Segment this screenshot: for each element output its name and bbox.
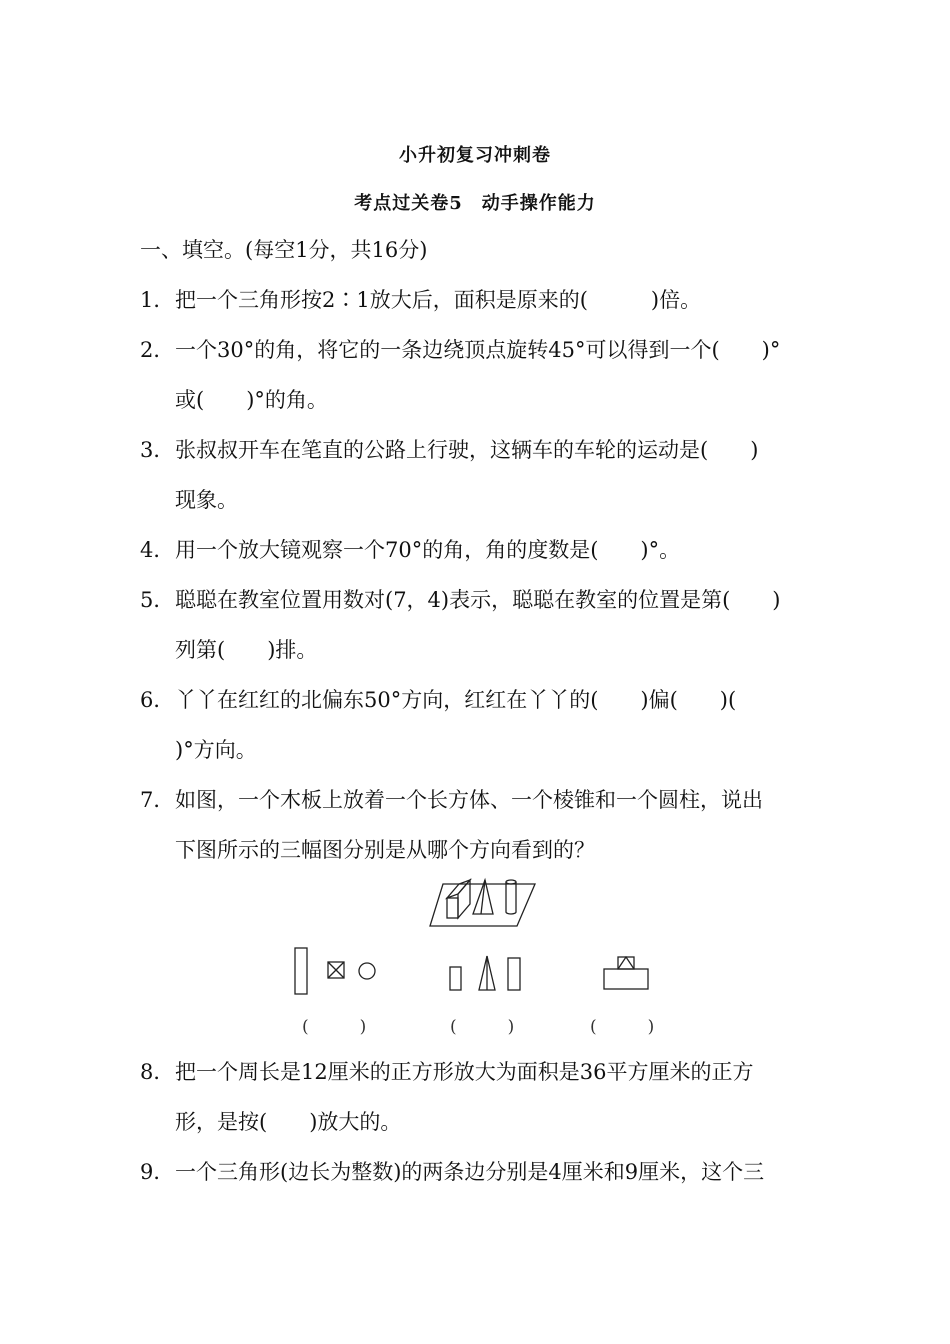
- question-text: 用一个放大镜观察一个70°的角，角的度数是( )°。: [175, 538, 681, 562]
- question-text: 聪聪在教室位置用数对(7，4)表示，聪聪在教室的位置是第( ): [175, 588, 781, 612]
- question-number: 4．: [140, 538, 175, 562]
- board-objects-figure: [425, 872, 540, 930]
- view-figure-2: [445, 950, 525, 995]
- view-figure-1: [290, 944, 380, 999]
- view-figure-3: [598, 952, 653, 994]
- question-number: 2．: [140, 338, 175, 362]
- question-text: 形，是按( )放大的。: [175, 1110, 402, 1134]
- question-number: 1．: [140, 288, 175, 312]
- page-subtitle: 考点过关卷5 动手操作能力: [354, 193, 596, 214]
- question-text: 如图，一个木板上放着一个长方体、一个棱锥和一个圆柱，说出: [175, 788, 763, 812]
- question-text: 现象。: [175, 488, 238, 512]
- question-text: 下图所示的三幅图分别是从哪个方向看到的？: [175, 838, 595, 862]
- question-text: 一个30°的角，将它的一条边绕顶点旋转45°可以得到一个( )°: [175, 338, 781, 362]
- page-title: 小升初复习冲刺卷: [399, 145, 551, 166]
- question-text: 张叔叔开车在笔直的公路上行驶，这辆车的车轮的运动是( ): [175, 438, 759, 462]
- question-text: 把一个三角形按2∶1放大后，面积是原来的( )倍。: [175, 288, 702, 312]
- section-heading: 一、填空。(每空1分，共16分): [140, 238, 428, 262]
- question-number: 3．: [140, 438, 175, 462]
- answer-blank-3: ( ): [590, 1017, 655, 1037]
- question-text: 列第( )排。: [175, 638, 318, 662]
- question-number: 7．: [140, 788, 175, 812]
- answer-blank-2: ( ): [450, 1017, 515, 1037]
- question-text: 或( )°的角。: [175, 388, 328, 412]
- question-number: 8．: [140, 1060, 175, 1084]
- question-text: 把一个周长是12厘米的正方形放大为面积是36平方厘米的正方: [175, 1060, 754, 1084]
- answer-blank-1: ( ): [302, 1017, 367, 1037]
- question-number: 5．: [140, 588, 175, 612]
- question-number: 9．: [140, 1160, 175, 1184]
- question-number: 6．: [140, 688, 175, 712]
- question-text: 一个三角形(边长为整数)的两条边分别是4厘米和9厘米，这个三: [175, 1160, 765, 1184]
- question-text: 丫丫在红红的北偏东50°方向，红红在丫丫的( )偏( )(: [175, 688, 737, 712]
- question-text: )°方向。: [175, 738, 257, 762]
